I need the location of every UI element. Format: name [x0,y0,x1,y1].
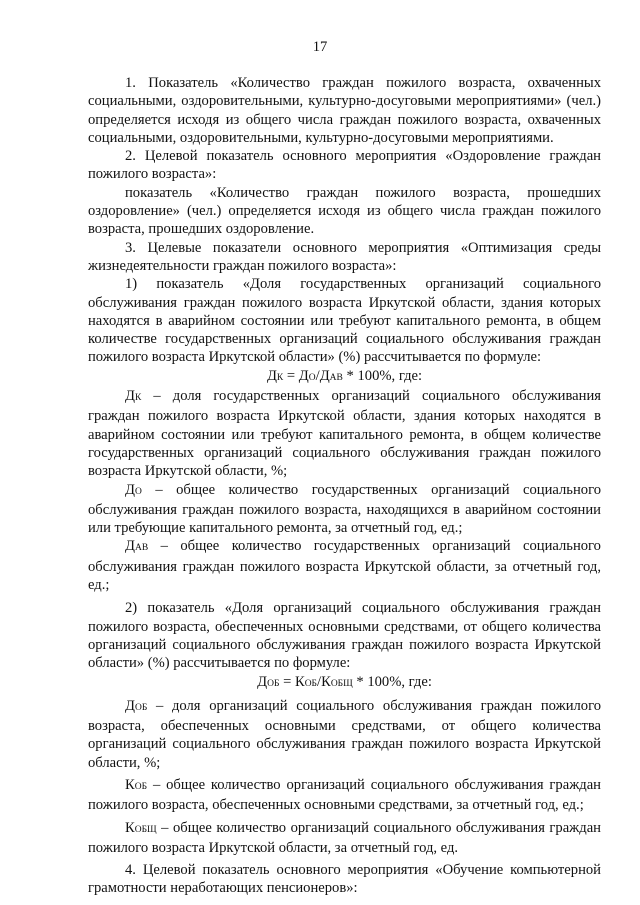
definition-do-sub: О [134,486,142,497]
formula-2-den-letter: К [321,673,331,690]
formula-2-tail: * 100%, где: [352,673,432,690]
definition-dk-letter: Д [125,388,135,405]
document-body [88,74,601,898]
formula-1-div: / [315,367,320,384]
formula-2-num-sub: ОБ [304,678,318,689]
paragraph-3: показатель «Количество граждан пожилого возраста, прошедших оздоровление» (чел.) определяется исходя из общего числа граждан пожилого возраста, прошедших оздоровление. [88,184,601,238]
definition-kob-letter: К [125,776,135,793]
definition-kob-text: – общее количество организаций социального обслуживания граждан пожилого возраста, обеспеченных основными средствами, за отчетный год, ед.; [88,776,601,814]
formula-2-num-letter: К [294,673,305,690]
definition-dav-letter: Д [125,538,135,555]
definition-dob-letter: Д [125,697,135,714]
definition-kobshch-text: – общее количество организаций социального обслуживания граждан пожилого возраста Иркутской области, за отчетный год, ед. [88,819,601,856]
paragraph-6: 2) показатель «Доля организаций социального обслуживания граждан пожилого возраста, обеспеченных основными средствами, от общего количества организаций социального обслуживания граждан пожилого возраста Иркутской области» (%) рассчитывается по формуле: [88,600,601,672]
formula-1-tail: * 100%, где: [342,367,423,384]
formula-2-lhs-sub: ОБ [267,678,280,689]
definition-kob-sub: ОБ [134,781,148,792]
formula-1 [88,367,601,387]
paragraph-7: 4. Целевой показатель основного мероприятия «Обучение компьютерной грамотности неработающих пенсионеров»: [88,862,601,897]
definition-dav-sub: АВ [134,543,149,554]
formula-1-lhs-letter: Д [266,367,277,384]
definition-kobshch-sub: ОБЩ [134,824,157,835]
definition-do [88,481,601,538]
formula-2-lhs-letter: Д [257,673,268,690]
definition-dob-sub: ОБ [134,702,148,713]
paragraph-5: 1) показатель «Доля государственных организаций социального обслуживания граждан пожилого возраста Иркутской области, здания которых находятся в аварийном состоянии или требуют капитального ремонта, в общем количестве государственных организаций социального обслуживания граждан пожилого возраста Иркутской области» (%) рассчитывается по формуле: [88,276,601,366]
formula-2 [88,673,601,693]
definition-dk [88,387,601,480]
definition-kob [88,776,601,815]
formula-2-den-sub: ОБЩ [330,678,353,689]
definition-do-text: – общее количество государственных организаций социального обслуживания граждан пожилого возраста, находящихся в аварийном состоянии или требующие капитального ремонта, за отчетный год, ед.; [88,481,601,537]
definition-dav-text: – общее количество государственных организаций социального обслуживания граждан пожилого возраста Иркутской области, за отчетный год, ед.; [88,538,601,594]
formula-1-eq: = [283,367,299,384]
formula-1-num-letter: Д [298,367,309,384]
definition-do-letter: Д [125,481,135,498]
definition-kobshch-letter: К [125,819,135,836]
page-number: 17 [312,39,328,55]
definition-dav [88,537,601,594]
paragraph-2: 2. Целевой показатель основного мероприятия «Оздоровление граждан пожилого возраста»: [88,148,601,183]
definition-dk-sub: К [134,393,142,404]
formula-1-lhs-sub: К [276,372,284,383]
formula-1-num-sub: О [308,372,316,383]
definition-dob-text: – доля организаций социального обслуживания граждан пожилого возраста, обеспеченных основными средствами, от общего количества организаций социального обслуживания граждан пожилого возраста Иркутской области, %; [88,697,601,771]
paragraph-1: 1. Показатель «Количество граждан пожилого возраста, охваченных социальными, оздоровительными, культурно-досуговыми мероприятиями» (чел.) определяется исходя из общего числа граждан пожилого возраста, охваченных социальными, оздоровительными, культурно-досуговыми мероприятиями. [88,75,601,146]
formula-1-den-letter: Д [319,367,330,384]
definition-kobshch [88,819,601,858]
formula-2-eq: = [279,673,295,690]
definition-dk-text: – доля государственных организаций социального обслуживания граждан пожилого возраста Иркутской области, здания которых находятся в аварийном состоянии или требуют капитального ремонта, в общем количестве государственных организаций социального обслуживания граждан пожилого возраста Иркутской области, %; [88,388,601,480]
definition-dob [88,697,601,772]
paragraph-4: 3. Целевые показатели основного мероприятия «Оптимизация среды жизнедеятельности граждан пожилого возраста»: [88,239,601,274]
formula-2-div: / [317,673,322,690]
formula-1-den-sub: АВ [329,372,343,383]
